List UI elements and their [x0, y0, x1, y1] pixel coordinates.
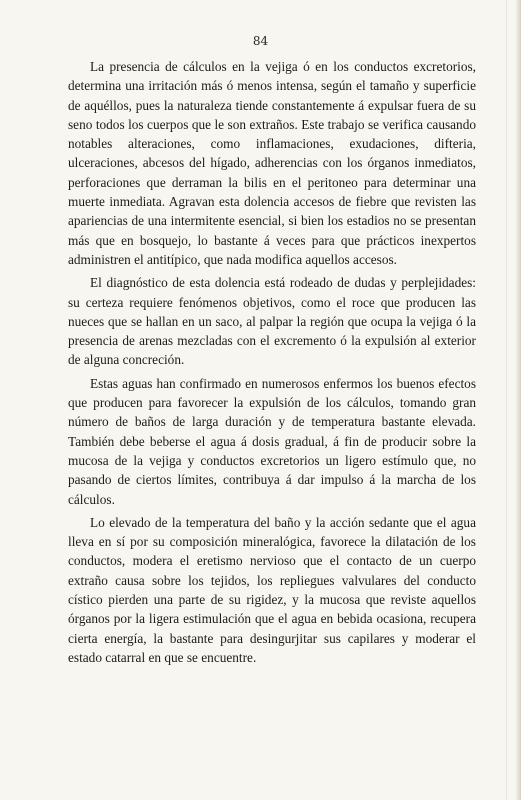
- body-text: [68, 57, 476, 667]
- paragraph-treatment-baths: Estas aguas han confirmado en numerosos enfermos los buenos efectos que producen para favorecer la expulsión de los cálculos, tomando gran número de baños de larga duración y de temperatura bastante elevada. También debe beberse el agua á dosis gradual, á fin de producir sobre la mucosa de la vejiga y conductos excretorios un ligero estímulo que, no pasando de ciertos límites, contribuya á dar impulso á la marcha de los cálculos.: [68, 375, 476, 507]
- paragraph-temperature-effects: Lo elevado de la temperatura del baño y la acción sedante que el agua lleva en sí por su composición mineralógica, favorece la dilatación de los conductos, modera el eretismo nervioso que el contacto de un cuerpo extraño causa sobre los tejidos, los repliegues valvulares del conducto cístico pierden una parte de su rigidez, y la mucosa que reviste aquellos órganos por la ligera estimulación que el agua en bebida ocasiona, recupera cierta energía, la bastante para desingurjitar sus capilares y moderar el estado catarral en que se encuentre.: [68, 514, 476, 665]
- page-shadow-line: [506, 0, 507, 800]
- paragraph-calculos-presence: La presencia de cálculos en la vejiga ó en los conductos excretorios, determina una irritación más ó menos intensa, según el tamaño y superficie de aquéllos, pues la naturaleza tiende constantemente á expulsar fuera de su seno todos los cuerpos que le son extraños. Este trabajo se verifica causando notables alteraciones, como inflamaciones, exudaciones, difteria, ulceraciones, abcesos del hígado, adherencias con los órganos inmediatos, perforaciones que derraman la bilis en el peritoneo para determinar una muerte inmediata. Agravan esta dolencia accesos de fiebre que revisten las apariencias de una intermitente esencial, si bien los estadios no se presentan más que en bosquejo, lo bastante á veces para que prácticos inexpertos administren el antitípico, que nada modifica aquellos accesos.: [68, 59, 476, 267]
- page-edge: [515, 0, 521, 800]
- paragraph-diagnosis: El diagnóstico de esta dolencia está rodeado de dudas y perplejidades: su certeza requiere fenómenos objetivos, como el roce que producen las nueces que se hallan en un saco, al palpar la región que ocupa la vejiga ó la presencia de arenas mezcladas con el excremento ó la expulsión al exterior de alguna concreción.: [68, 275, 476, 368]
- page-number: 84: [252, 34, 269, 48]
